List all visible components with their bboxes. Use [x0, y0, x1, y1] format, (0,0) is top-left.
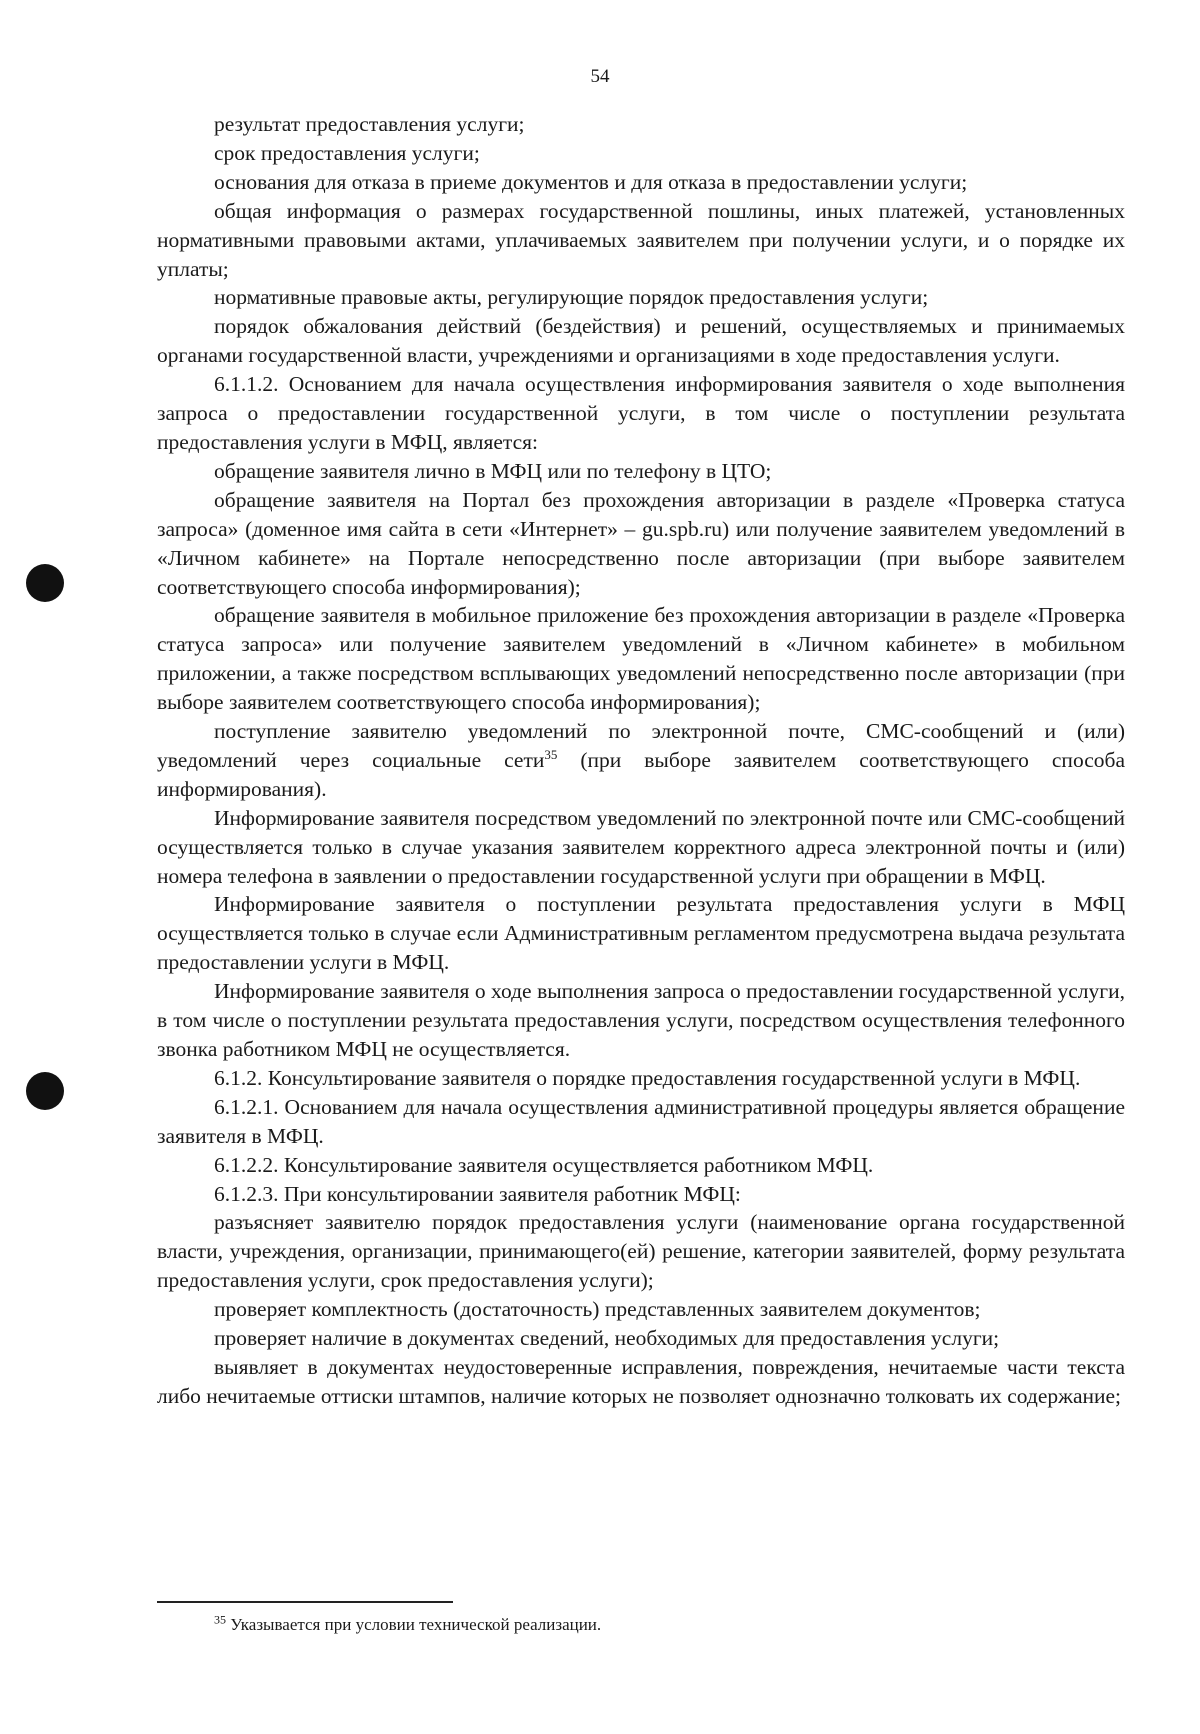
- footnote-number: 35: [214, 1612, 226, 1627]
- paragraph-text: (при выборе заявителем соответствующего способа информирования).: [157, 747, 1125, 801]
- paragraph: проверяет наличие в документах сведений, необходимых для предоставления услуги;: [214, 1326, 1000, 1351]
- footnote-text: Указывается при условии технической реализации.: [226, 1615, 602, 1634]
- paragraph: срок предоставления услуги;: [214, 140, 480, 165]
- page-number: 54: [590, 66, 610, 87]
- document-body: [157, 110, 1125, 1411]
- paragraph: 6.1.1.2. Основанием для начала осуществления информирования заявителя о ходе выполнения запроса о предоставлении государственной услуги, в том числе о поступлении результата предоставления услуги в МФЦ, является:: [157, 372, 1125, 454]
- paragraph: обращение заявителя в мобильное приложение без прохождения авторизации в разделе «Проверка статуса запроса» или получение заявителем уведомлений в «Личном кабинете» в мобильном приложении, а также посредством всплывающих уведомлений непосредственно после авторизации (при выборе заявителем соответствующего способа информирования);: [157, 603, 1125, 715]
- binder-hole-top: [26, 564, 64, 602]
- paragraph: основания для отказа в приеме документов и для отказа в предоставлении услуги;: [214, 169, 968, 194]
- paragraph: разъясняет заявителю порядок предоставления услуги (наименование органа государственной власти, учреждения, организации, принимающего(ей) решение, категории заявителей, форму результата предоставления услуги, срок предоставления услуги);: [157, 1210, 1125, 1293]
- paragraph: выявляет в документах неудостоверенные исправления, повреждения, нечитаемые части текста либо нечитаемые оттиски штампов, наличие которых не позволяет однозначно толковать их содержание;: [157, 1354, 1125, 1408]
- paragraph: 6.1.2.1. Основанием для начала осуществления административной процедуры является обращение заявителя в МФЦ.: [157, 1094, 1125, 1148]
- paragraph: общая информация о размерах государственной пошлины, иных платежей, установленных нормативными правовыми актами, уплачиваемых заявителем при получении услуги, и о порядке их уплаты;: [157, 198, 1125, 281]
- binder-hole-bottom: [26, 1072, 64, 1110]
- paragraph: 6.1.2.3. При консультировании заявителя работник МФЦ:: [214, 1181, 741, 1206]
- paragraph: 6.1.2.2. Консультирование заявителя осуществляется работником МФЦ.: [214, 1152, 874, 1177]
- paragraph: 6.1.2. Консультирование заявителя о порядке предоставления государственной услуги в МФЦ.: [214, 1065, 1081, 1090]
- paragraph: обращение заявителя на Портал без прохождения авторизации в разделе «Проверка статуса запроса» (доменное имя сайта в сети «Интернет» – gu.spb.ru) или получение заявителем уведомлений в «Личном кабинете» на Портале непосредственно после авторизации (при выборе заявителем соответствующего способа информирования);: [157, 487, 1125, 599]
- paragraph: результат предоставления услуги;: [214, 112, 525, 136]
- paragraph: порядок обжалования действий (бездействия) и решений, осуществляемых и принимаемых органами государственной власти, учреждениями и организациями в ходе предоставления услуги.: [157, 314, 1125, 368]
- paragraph: нормативные правовые акты, регулирующие порядок предоставления услуги;: [214, 285, 929, 310]
- paragraph: обращение заявителя лично в МФЦ или по телефону в ЦТО;: [214, 458, 772, 483]
- paragraph-text: поступление заявителю уведомлений по электронной почте, СМС-сообщений и (или) уведомлений через социальные сети: [157, 719, 1125, 772]
- paragraph: Информирование заявителя о ходе выполнения запроса о предоставлении государственной услуги, в том числе о поступлении результата предоставления услуги, посредством осуществления телефонного звонка работником МФЦ не осуществляется.: [157, 979, 1125, 1061]
- paragraph: Информирование заявителя о поступлении результата предоставления услуги в МФЦ осуществляется только в случае если Административным регламентом предусмотрена выдача результата предоставлении услуги в МФЦ.: [157, 892, 1125, 975]
- footnote-reference[interactable]: 35: [544, 746, 558, 762]
- footnote-divider: [157, 1601, 453, 1603]
- footnote: [214, 1614, 601, 1636]
- paragraph: проверяет комплектность (достаточность) представленных заявителем документов;: [214, 1297, 981, 1322]
- paragraph-with-footnote: [157, 717, 1125, 804]
- paragraph: Информирование заявителя посредством уведомлений по электронной почте или СМС-сообщений осуществляется только в случае указания заявителем корректного адреса электронной почты и (или) номера телефона в заявлении о предоставлении государственной услуги при обращении в МФЦ.: [157, 805, 1125, 888]
